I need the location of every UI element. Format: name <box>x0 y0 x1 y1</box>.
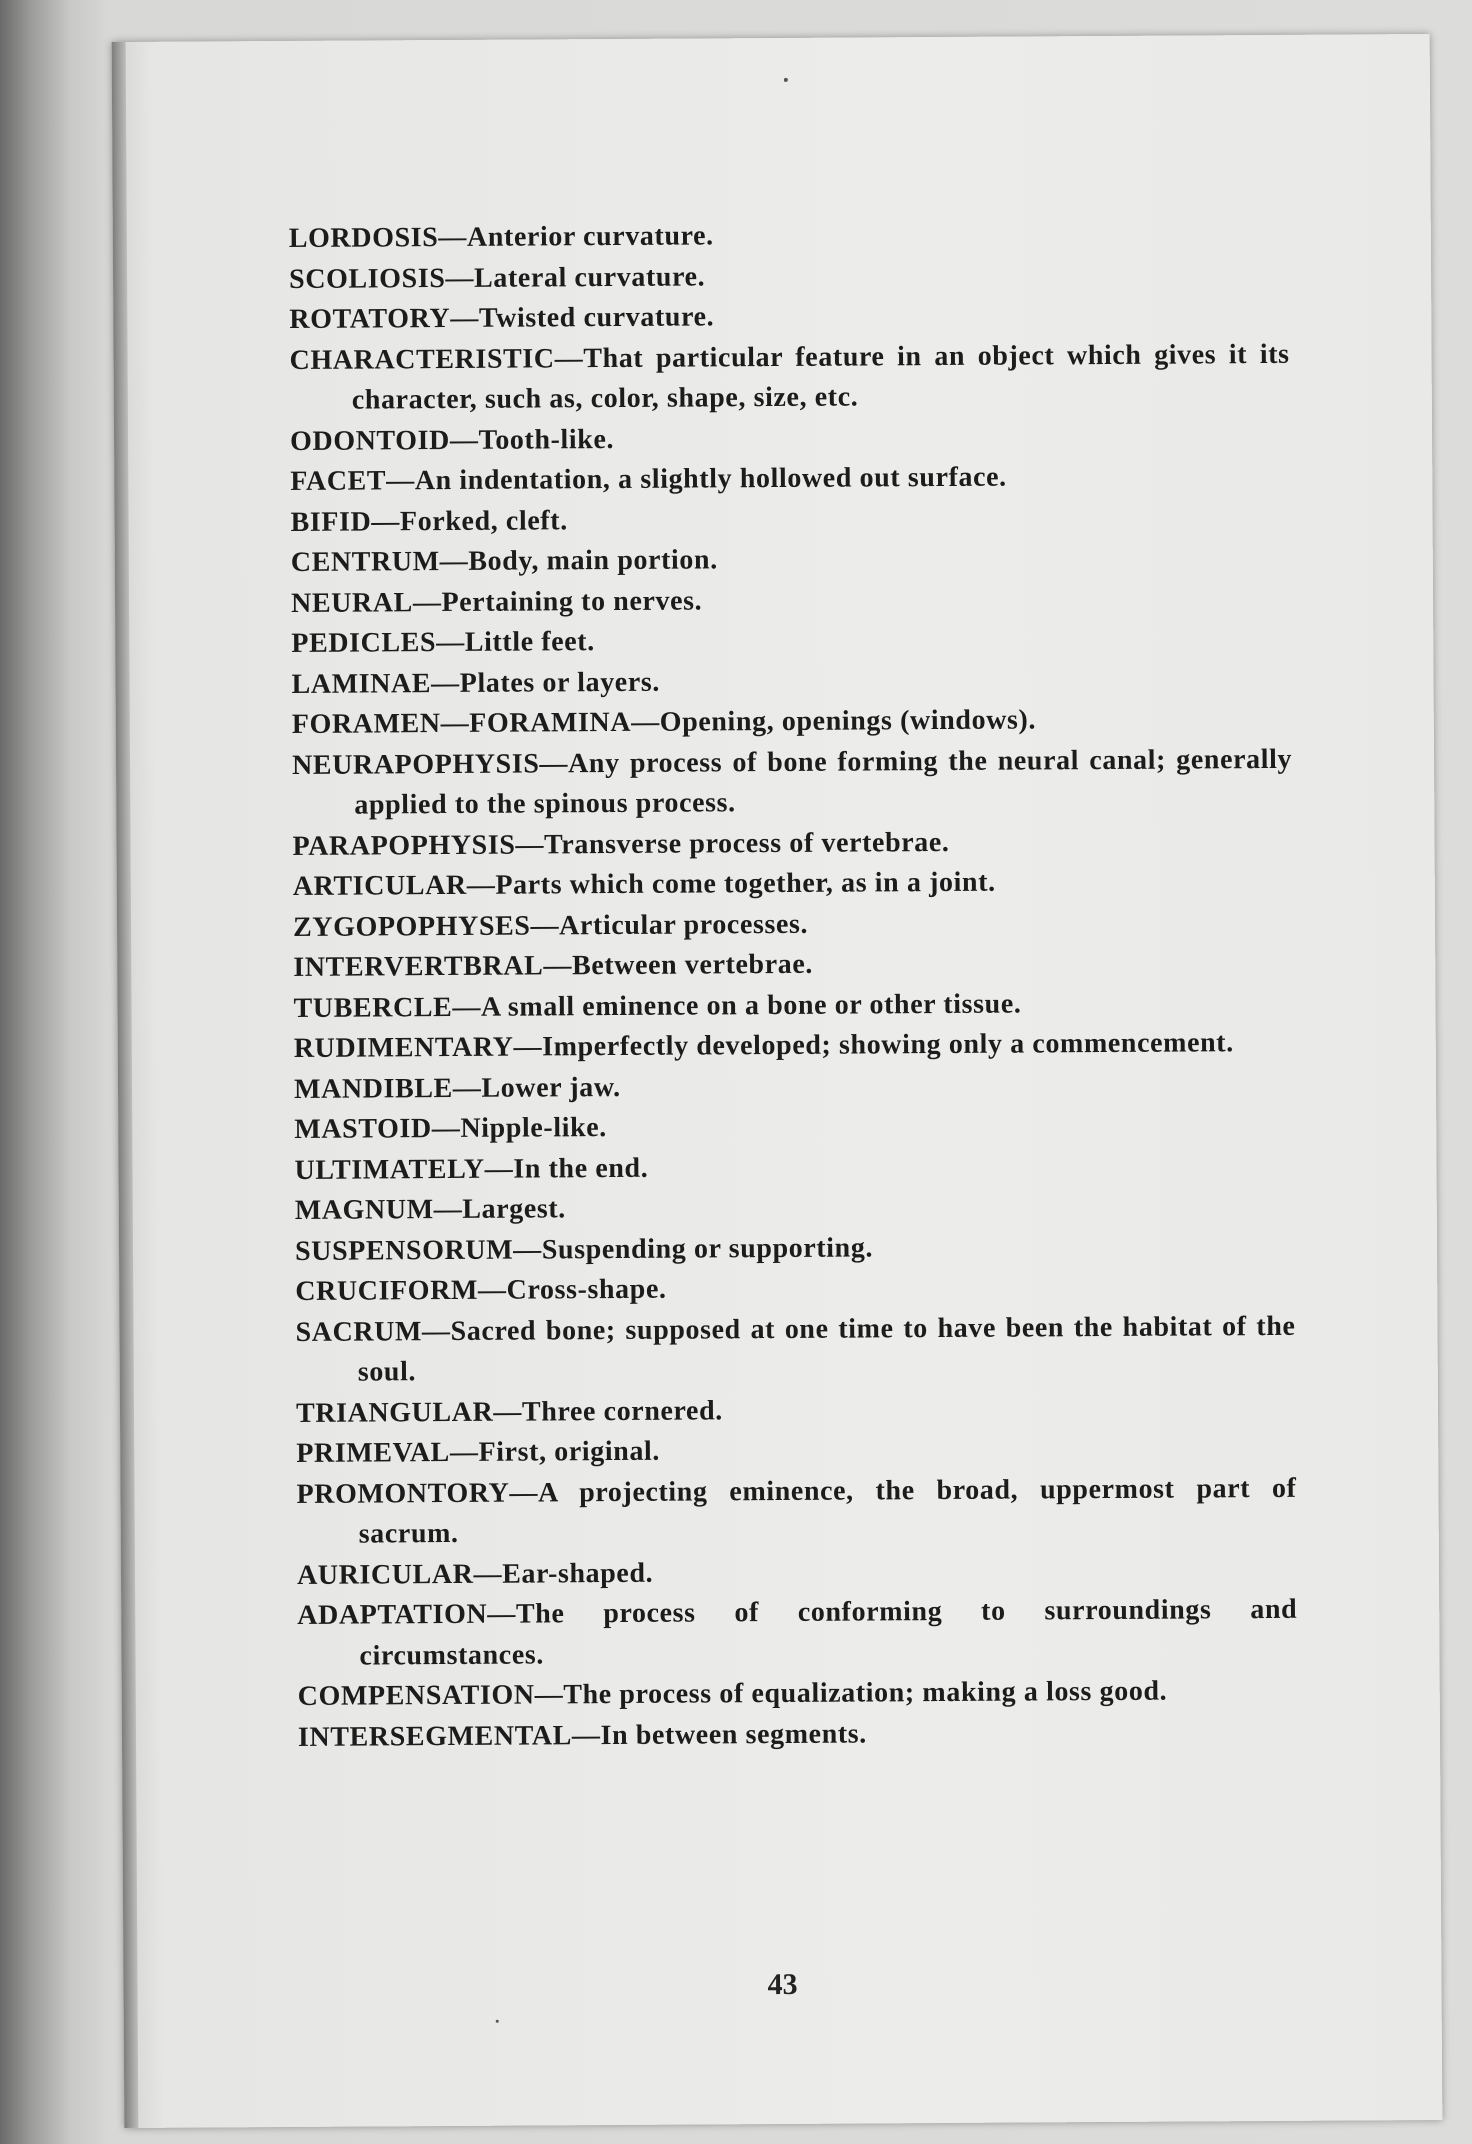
glossary-term: PEDICLES <box>291 627 437 659</box>
glossary-entry: SACRUM—Sacred bone; supposed at one time to have been the habitat of the soul. <box>295 1310 1296 1388</box>
glossary-term: NEURAL <box>290 586 414 619</box>
page-number: 43 <box>767 1967 798 2002</box>
glossary-entry: INTERSEGMENTAL—In between segments. <box>297 1717 867 1753</box>
glossary-definition: An indentation, a slightly hollowed out surface. <box>414 461 1007 497</box>
glossary-definition: Tooth-like. <box>478 423 615 456</box>
glossary-entry: LORDOSIS—Anterior curvature. <box>288 220 714 254</box>
glossary-term: ULTIMATELY <box>294 1153 485 1186</box>
glossary-entry: CENTRUM—Body, main portion. <box>290 544 718 578</box>
glossary-term: ZYGOPOPHYSES <box>292 910 531 943</box>
glossary-term: PARAPOPHYSIS <box>292 829 516 862</box>
glossary-entry: CHARACTERISTIC—That particular feature in an object which gives it its character, such as, color, shape, size, etc. <box>289 338 1290 416</box>
glossary-term: SUSPENSORUM <box>294 1234 514 1267</box>
glossary-term: MANDIBLE <box>293 1072 453 1105</box>
glossary-entry: INTERVERTBRAL—Between vertebrae. <box>293 948 814 983</box>
glossary-term: CRUCIFORM <box>295 1274 479 1307</box>
glossary-term: FORAMEN—FORAMINA <box>291 706 632 740</box>
glossary-entry: CRUCIFORM—Cross-shape. <box>295 1273 667 1307</box>
glossary-term: ODONTOID <box>289 424 451 457</box>
glossary-entry: NEURAL—Pertaining to nerves. <box>290 584 703 619</box>
glossary-definition: Largest. <box>462 1193 566 1225</box>
glossary-term: FACET <box>290 465 387 497</box>
glossary-entry: LAMINAE—Plates or layers. <box>291 666 660 700</box>
glossary-term: RUDIMENTARY <box>293 1031 514 1064</box>
glossary-definition: Imperfectly developed; showing only a commencement. <box>542 1027 1234 1063</box>
glossary-entry: SUSPENSORUM—Suspending or supporting. <box>294 1231 874 1267</box>
glossary-definition: The process of conforming to surroundings and circumstances. <box>359 1593 1298 1672</box>
glossary-definition: Opening, openings (windows). <box>659 704 1037 738</box>
glossary-definition: First, original. <box>478 1435 661 1468</box>
glossary-term: MASTOID <box>294 1113 432 1145</box>
glossary-entry: COMPENSATION—The process of equalization; making a loss good. <box>297 1675 1168 1712</box>
dust-speck <box>784 78 788 82</box>
glossary-entry: MASTOID—Nipple-like. <box>294 1112 607 1145</box>
book-gutter <box>112 42 139 2128</box>
glossary-entry: AURICULAR—Ear-shaped. <box>296 1557 654 1591</box>
glossary-entry: ZYGOPOPHYSES—Articular processes. <box>292 908 809 943</box>
glossary-term: ARTICULAR <box>292 869 467 902</box>
glossary-definition: Lateral curvature. <box>473 260 706 294</box>
glossary-entry: PARAPOPHYSIS—Transverse process of vertebrae. <box>292 826 950 862</box>
glossary-term: PROMONTORY <box>296 1477 510 1510</box>
glossary-definition: Ear-shaped. <box>502 1557 654 1590</box>
glossary-entry: ROTATORY—Twisted curvature. <box>289 301 715 335</box>
glossary-term: AURICULAR <box>296 1558 474 1591</box>
glossary-entry: SCOLIOSIS—Lateral curvature. <box>288 260 706 295</box>
glossary-entry: BIFID—Forked, cleft. <box>290 504 568 538</box>
glossary-term: NEURAPOPHYSIS <box>291 747 540 781</box>
glossary-term: INTERVERTBRAL <box>293 950 544 983</box>
glossary-definition: Nipple-like. <box>460 1112 607 1144</box>
glossary-entry: ULTIMATELY—In the end. <box>294 1152 649 1186</box>
glossary-term: MAGNUM <box>294 1194 434 1226</box>
glossary-term: ROTATORY <box>289 302 451 335</box>
glossary-definition: Pertaining to nerves. <box>441 584 703 618</box>
glossary-entry: FORAMEN—FORAMINA—Opening, openings (windows). <box>291 704 1037 740</box>
glossary-term: LAMINAE <box>291 667 432 700</box>
glossary-entry: ODONTOID—Tooth-like. <box>289 423 615 457</box>
glossary-definition: In the end. <box>513 1152 649 1185</box>
glossary-definition: Lower jaw. <box>481 1071 621 1104</box>
glossary-term: SCOLIOSIS <box>288 262 446 295</box>
glossary-term: CENTRUM <box>290 546 440 578</box>
glossary-list <box>289 213 1298 1758</box>
glossary-term: INTERSEGMENTAL <box>297 1719 573 1753</box>
glossary-entry: TUBERCLE—A small eminence on a bone or other tissue. <box>293 988 1022 1024</box>
glossary-entry: TRIANGULAR—Three cornered. <box>295 1394 723 1429</box>
glossary-definition: Three cornered. <box>521 1394 723 1428</box>
glossary-entry: RUDIMENTARY—Imperfectly developed; showing only a commencement. <box>293 1027 1234 1064</box>
glossary-entry: PROMONTORY—A projecting eminence, the broad, uppermost part of sacrum. <box>296 1472 1297 1550</box>
glossary-term: TRIANGULAR <box>295 1396 494 1429</box>
glossary-definition: A projecting eminence, the broad, uppermost part of sacrum. <box>358 1472 1297 1550</box>
dust-speck <box>496 2020 499 2023</box>
glossary-entry: ADAPTATION—The process of conforming to surroundings and circumstances. <box>297 1593 1298 1672</box>
glossary-definition: Little feet. <box>464 626 595 658</box>
glossary-definition: Suspending or supporting. <box>541 1231 874 1265</box>
glossary-term: TUBERCLE <box>293 991 453 1024</box>
glossary-definition: In between segments. <box>600 1717 867 1751</box>
glossary-entry: MANDIBLE—Lower jaw. <box>293 1071 621 1105</box>
glossary-term: LORDOSIS <box>288 222 439 254</box>
glossary-term: CHARACTERISTIC <box>289 342 555 376</box>
glossary-entry: ARTICULAR—Parts which come together, as in a joint. <box>292 866 996 902</box>
glossary-definition: Twisted curvature. <box>478 301 715 334</box>
glossary-definition: Plates or layers. <box>459 666 660 699</box>
glossary-entry: NEURAPOPHYSIS—Any process of bone forming the neural canal; generally applied to the spinous process. <box>291 743 1293 821</box>
glossary-definition: Between vertebrae. <box>571 948 814 982</box>
glossary-definition: Transverse process of vertebrae. <box>543 826 950 860</box>
glossary-entry: PRIMEVAL—First, original. <box>296 1435 661 1469</box>
glossary-term: BIFID <box>290 505 372 538</box>
book-page <box>112 34 1443 2128</box>
glossary-definition: Cross-shape. <box>506 1273 667 1306</box>
glossary-definition: Parts which come together, as in a joint. <box>495 866 996 901</box>
glossary-definition: Any process of bone forming the neural canal; generally applied to the spinous process. <box>354 743 1293 821</box>
glossary-definition: Forked, cleft. <box>399 504 568 537</box>
glossary-definition: The process of equalization; making a loss good. <box>563 1675 1168 1711</box>
glossary-entry: PEDICLES—Little feet. <box>291 626 595 659</box>
glossary-term: PRIMEVAL <box>296 1437 450 1469</box>
glossary-term: COMPENSATION <box>297 1679 535 1712</box>
glossary-definition: Anterior curvature. <box>466 220 714 253</box>
glossary-definition: Sacred bone; supposed at one time to have been the habitat of the soul. <box>357 1310 1296 1388</box>
glossary-definition: Articular processes. <box>559 908 809 941</box>
glossary-definition: Body, main portion. <box>468 544 718 577</box>
glossary-term: SACRUM <box>295 1315 423 1348</box>
glossary-term: ADAPTATION <box>297 1598 488 1631</box>
glossary-entry: FACET—An indentation, a slightly hollowed out surface. <box>290 461 1007 497</box>
glossary-definition: A small eminence on a bone or other tissue. <box>480 988 1022 1023</box>
glossary-definition: That particular feature in an object which gives it its character, such as, color, shape, size, etc. <box>351 338 1290 416</box>
glossary-entry: MAGNUM—Largest. <box>294 1193 566 1226</box>
